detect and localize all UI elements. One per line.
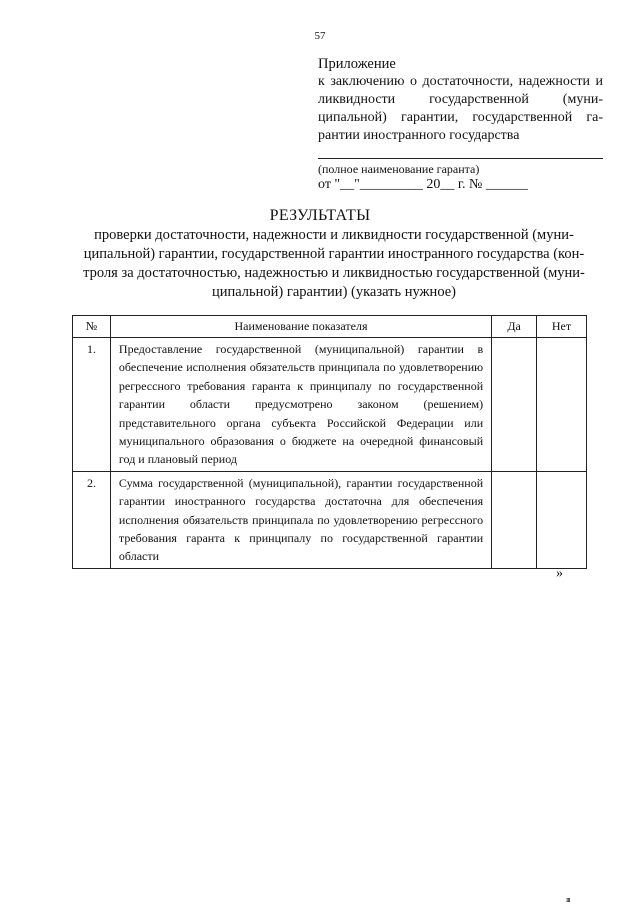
appendix-title: Приложение <box>318 56 396 72</box>
row-yes-cell <box>492 338 537 472</box>
header-indicator-name: Наименование показателя <box>110 316 491 338</box>
document-heading: РЕЗУЛЬТАТЫ <box>269 207 371 224</box>
row-yes-cell <box>492 471 537 568</box>
table-row <box>73 338 587 472</box>
row-no-cell <box>537 338 587 472</box>
row-indicator-text: Предоставление государственной (муниципальной) гарантии в обеспечение исполнения обязательств принципала по удовлетворению регрессного требования гаранта к принципалу по государственной гарантии области предусмотрено законом (решением) представительного органа субъекта Российской Федерации или муниципального образования о бюджете на очередной финансовый год и плановый период <box>110 338 491 472</box>
appendix-block <box>318 55 603 145</box>
table-header-row <box>73 316 587 338</box>
row-indicator-text: Сумма государственной (муниципальной), гарантии государственной гарантии иностранного государства достаточна для обеспечения исполнения обязательств принципала по удовлетворению регрессного требования гаранта к принципалу по государственной гарантии области <box>110 471 491 568</box>
document-subheading: проверки достаточности, надежности и ликвидности государственной (муниципальной) гарантии, государственной гарантии иностранного государства (контроля за достаточностью, надежностью и ликвидностью государственной (муниципальной) гарантии) (указать нужное) <box>83 227 585 300</box>
results-table <box>72 315 587 569</box>
closing-quote: » <box>556 566 563 581</box>
header-number: № <box>73 316 111 338</box>
appendix-text: к заключению о достаточности, надежности и ликвидности государственной (муниципальной) гарантии, государственной гарантии иностранного государства <box>318 74 603 143</box>
guarantor-name-line <box>318 158 603 159</box>
date-number-line: от "__"_________ 20__ г. № ______ <box>318 177 528 192</box>
table-row <box>73 471 587 568</box>
row-no-cell <box>537 471 587 568</box>
header-yes: Да <box>492 316 537 338</box>
row-number: 2. <box>73 471 111 568</box>
header-no: Нет <box>537 316 587 338</box>
guarantor-caption: (полное наименование гаранта) <box>318 162 480 176</box>
page-number: 57 <box>314 30 326 42</box>
row-number: 1. <box>73 338 111 472</box>
footer-marks: ııı <box>566 895 570 904</box>
